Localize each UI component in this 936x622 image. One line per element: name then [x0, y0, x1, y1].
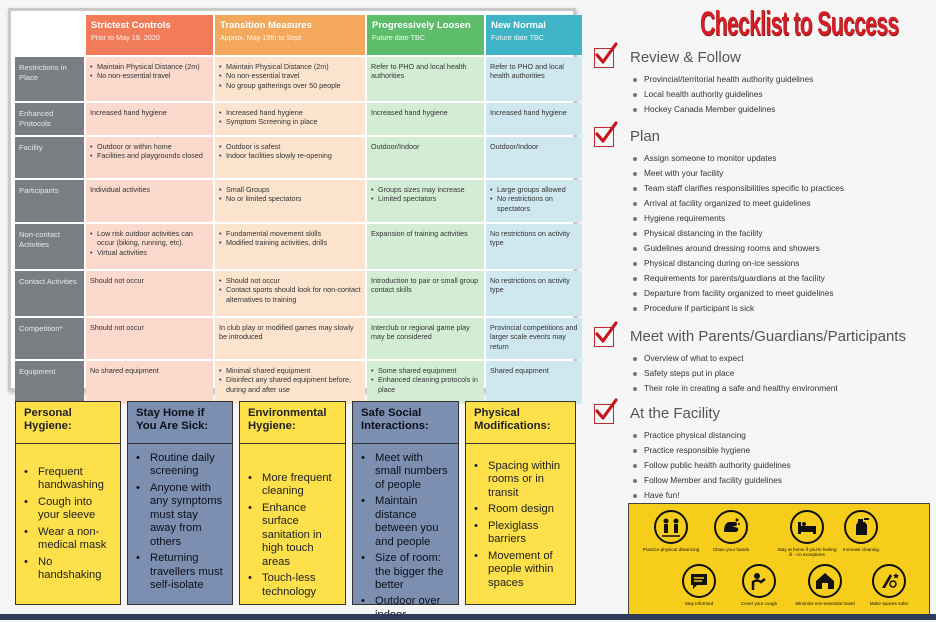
table-corner: [15, 15, 84, 55]
icon-label: Minimize non-essential travel: [795, 601, 855, 606]
cell-bullet: • No restrictions on spectators: [490, 194, 578, 213]
guideline-box: [465, 401, 576, 605]
cell-bullet: • Increased hand hygiene: [219, 108, 361, 117]
icon-tile: [831, 510, 891, 552]
checklist-item: Practice physical distancing: [632, 428, 930, 443]
table-cell: [86, 224, 213, 269]
cell-bullets: [219, 366, 361, 394]
cell-text: Shared equipment: [490, 366, 549, 375]
guideline-box-title: Personal Hygiene:: [16, 402, 120, 444]
table-cell: [215, 180, 365, 222]
guideline-item: • Outdoor over: [361, 595, 450, 622]
guideline-item: • Plexiglass barriers: [474, 520, 567, 547]
minimize-travel-icon: [808, 564, 842, 598]
checklist-item: Practice responsible hygiene: [632, 443, 930, 458]
checklist-item: Physical distancing during on-ice sessions: [632, 256, 930, 271]
stay-home-icon: [790, 510, 824, 544]
icon-label: Stay at home if you're feeling ill - no exceptions: [777, 547, 837, 558]
section-header: [594, 324, 930, 348]
cell-bullets: [219, 276, 361, 304]
checkbox-checked-icon: [594, 48, 614, 68]
icon-label: Stay informed: [684, 601, 714, 606]
cell-bullets: [219, 108, 361, 127]
checklist-item: Physical distancing in the facility: [632, 226, 930, 241]
guideline-item: • Touch-less technology: [248, 572, 337, 599]
table-cell: [86, 271, 213, 316]
table-cell: [215, 57, 365, 101]
cell-bullets: [490, 185, 578, 213]
checkbox-checked-icon: [594, 327, 614, 347]
cell-text: Provincial competitions and larger scale events may return: [490, 323, 578, 351]
phase-subtitle: Future date TBC: [372, 33, 426, 43]
icon-label: Make spaces safer: [869, 601, 909, 606]
table-cell: [486, 361, 582, 404]
table-cell: [486, 103, 582, 135]
checklist-section: [594, 324, 930, 396]
guideline-list: [128, 444, 232, 592]
guideline-box: [15, 401, 121, 605]
footer-bar: [0, 614, 936, 620]
phase-table: [8, 8, 578, 394]
icon-tile: [777, 510, 837, 558]
section-items: [632, 428, 930, 503]
cell-bullet: • Maintain Physical Distance (2m): [219, 62, 361, 71]
cell-bullet: • Fundamental movement skills: [219, 229, 361, 238]
section-header: [594, 401, 930, 425]
cell-bullets: [371, 366, 480, 394]
cell-text: Outdoor/Indoor: [371, 142, 420, 151]
cell-bullet: • Some shared equipment: [371, 366, 480, 375]
phase-header: [367, 15, 484, 55]
guideline-item: • Meet with small numbers of people: [361, 452, 450, 492]
checklist-item: Have fun!: [632, 488, 930, 503]
section-items: [632, 72, 930, 117]
guideline-item: • Cough into your sleeve: [24, 496, 112, 523]
cell-text: Increased hand hygiene: [90, 108, 167, 117]
table-cell: [367, 271, 484, 316]
section-title: Review & Follow: [630, 48, 741, 66]
checklist-item: Follow public health authority guidelines: [632, 458, 930, 473]
guideline-item: • Room design: [474, 503, 567, 516]
table-cell: [486, 57, 582, 101]
icon-tile: [795, 564, 855, 606]
icon-label: Cover your cough: [740, 601, 778, 606]
cell-bullet: • Symptom Screening in place: [219, 117, 361, 126]
checklist-section: [594, 401, 930, 503]
row-label: Participants: [15, 180, 84, 222]
guideline-item: • Anyone with any symptoms must stay away from others: [136, 482, 224, 549]
guideline-item: • Maintain distance between you and people: [361, 495, 450, 549]
cell-bullet: • Outdoor is safest: [219, 142, 361, 151]
cell-bullets: [90, 229, 209, 257]
guideline-box-title: Safe Social Interactions:: [353, 402, 458, 444]
physical-distancing-icon: [654, 510, 688, 544]
cell-bullet: • No non-essential travel: [90, 71, 209, 80]
section-title: Plan: [630, 127, 661, 145]
phase-header: [486, 15, 582, 55]
cell-bullet: • Modified training activities, drills: [219, 238, 361, 247]
phase-subtitle: Future date TBC: [491, 33, 545, 43]
stay-informed-icon: [682, 564, 716, 598]
guideline-box: [239, 401, 346, 605]
cell-text: Introduction to pair or small group contact skills: [371, 276, 479, 295]
cell-bullet: • Small Groups: [219, 185, 361, 194]
section-header: [594, 45, 930, 69]
cell-text: Increased hand hygiene: [490, 108, 567, 117]
phase-header: [86, 15, 213, 55]
cell-bullet: • Facilities and playgrounds closed: [90, 151, 209, 160]
table-cell: [86, 180, 213, 222]
phase-title: Transition Measures: [220, 20, 312, 31]
row-label: Equipment: [15, 361, 84, 404]
cell-bullets: [219, 185, 361, 204]
icon-tile: [859, 564, 919, 606]
table-cell: [367, 103, 484, 135]
checklist-item: Follow Member and facility guidelines: [632, 473, 930, 488]
row-label: Enhanced Protocols: [15, 103, 84, 135]
row-label: Contact Activities: [15, 271, 84, 316]
cleaning-icon: [844, 510, 878, 544]
cell-bullet: • Indoor facilities slowly re-opening: [219, 151, 361, 160]
checklist-item: Their role in creating a safe and healthy environment: [632, 381, 930, 396]
cell-text: In club play or modified games may slowly be introduced: [219, 323, 354, 342]
guideline-item: • Routine daily screening: [136, 452, 224, 479]
table-cell: [86, 318, 213, 359]
table-cell: [367, 361, 484, 404]
cell-bullet: • No group gatherings over 50 people: [219, 81, 361, 90]
table-cell: [215, 361, 365, 404]
cell-text: Refer to PHO and local health authorities: [490, 62, 564, 81]
guideline-list: [16, 444, 120, 583]
guideline-box-title: Physical Modifications:: [466, 402, 575, 444]
row-label: Restrictions in Place: [15, 57, 84, 101]
cell-bullet: • Virtual activities: [90, 248, 209, 257]
cell-bullet: • Contact sports should look for non-contact alternatives to training: [219, 285, 361, 304]
table-cell: [486, 271, 582, 316]
icon-panel: [628, 503, 930, 615]
checklist-item: Arrival at facility organized to meet guidelines: [632, 196, 930, 211]
guideline-list: [240, 444, 345, 599]
guideline-box: [352, 401, 459, 608]
checklist-item: Safety steps put in place: [632, 366, 930, 381]
cell-bullets: [90, 142, 209, 161]
cell-text: No shared equipment: [90, 366, 159, 375]
table-cell: [86, 361, 213, 404]
cell-bullet: • No or limited spectators: [219, 194, 361, 203]
section-title: At the Facility: [630, 404, 721, 422]
guideline-item: • No handshaking: [24, 556, 112, 583]
row-label: Non-contact Activities: [15, 224, 84, 269]
checklist-item: Assign someone to monitor updates: [632, 151, 930, 166]
checklist-section: [594, 124, 930, 316]
icon-label: Practice physical distancing: [642, 547, 700, 552]
table-cell: [367, 224, 484, 269]
table-cell: [215, 271, 365, 316]
row-label: Facility: [15, 137, 84, 178]
cell-bullet: • Should not occur: [219, 276, 361, 285]
icon-tile: [729, 564, 789, 606]
table-cell: [215, 224, 365, 269]
cell-bullets: [371, 185, 480, 204]
cell-bullet: • Minimal shared equipment: [219, 366, 361, 375]
cell-bullets: [219, 142, 361, 161]
cell-bullet: • Large groups allowed: [490, 185, 578, 194]
cell-bullet: • Limited spectators: [371, 194, 480, 203]
table-cell: [215, 137, 365, 178]
cell-text: No restrictions on activity type: [490, 276, 570, 295]
table-cell: [486, 318, 582, 359]
guideline-list: [353, 444, 458, 622]
guideline-list: [466, 444, 575, 590]
section-items: [632, 151, 930, 316]
table-cell: [86, 57, 213, 101]
guideline-item: • Movement of people within spaces: [474, 550, 567, 590]
checklist-item: Provincial/territorial health authority guidelines: [632, 72, 930, 87]
checklist-item: Requirements for parents/guardians at the facility: [632, 271, 930, 286]
checklist-item: Meet with your facility: [632, 166, 930, 181]
guideline-box-title: Environmental Hygiene:: [240, 402, 345, 444]
table-cell: [86, 103, 213, 135]
checklist-item: Procedure if participant is sick: [632, 301, 930, 316]
phase-grid: [15, 15, 578, 394]
safe-spaces-icon: [872, 564, 906, 598]
table-cell: [215, 318, 365, 359]
guideline-item: • Frequent handwashing: [24, 466, 112, 493]
cell-text: Refer to PHO and local health authorities: [371, 62, 467, 81]
guideline-item: • Spacing within rooms or in transit: [474, 460, 567, 500]
table-cell: [486, 224, 582, 269]
cell-bullet: • Groups sizes may increase: [371, 185, 480, 194]
table-cell: [367, 137, 484, 178]
checklist-section: [594, 45, 930, 117]
checklist-item: Hygiene requirements: [632, 211, 930, 226]
checkbox-checked-icon: [594, 404, 614, 424]
guideline-box-title: Stay Home if You Are Sick:: [128, 402, 232, 444]
icon-tile: [701, 510, 761, 552]
checklist-item: Hockey Canada Member guidelines: [632, 102, 930, 117]
guideline-item: • Returning travellers must self-isolate: [136, 552, 224, 592]
cell-bullet: • Low risk outdoor activities can occur (biking, running, etc).: [90, 229, 209, 248]
section-title: Meet with Parents/Guardians/Participants: [630, 327, 906, 345]
cell-text: Should not occur: [90, 323, 144, 332]
cell-text: Expansion of training activities: [371, 229, 468, 238]
cell-text: Individual activities: [90, 185, 150, 194]
cell-text: Increased hand hygiene: [371, 108, 448, 117]
guideline-item: • Size of room: the bigger the better: [361, 552, 450, 592]
checklist-item: Overview of what to expect: [632, 351, 930, 366]
checklist-item: Team staff clarifies responsibilities specific to practices: [632, 181, 930, 196]
phase-title: New Normal: [491, 20, 546, 31]
cell-bullet: • Disinfect any shared equipment before, during and after use: [219, 375, 361, 394]
cell-bullet: • Outdoor or within home: [90, 142, 209, 151]
cell-bullets: [219, 229, 361, 248]
table-cell: [367, 318, 484, 359]
guideline-item: • More frequent cleaning: [248, 472, 337, 499]
checklist-item: Local health authority guidelines: [632, 87, 930, 102]
section-items: [632, 351, 930, 396]
cell-bullets: [219, 62, 361, 90]
checklist-item: Departure from facility organized to meet guidelines: [632, 286, 930, 301]
phase-subtitle: Prior to May 19, 2020: [91, 33, 160, 43]
guideline-item: • Wear a non-medical mask: [24, 526, 112, 553]
cell-bullet: • Enhanced cleaning protocols in place: [371, 375, 480, 394]
row-label: Competition*: [15, 318, 84, 359]
icon-tile: [669, 564, 729, 606]
clean-hands-icon: [714, 510, 748, 544]
icon-label: Clean your hands: [712, 547, 749, 552]
table-cell: [86, 137, 213, 178]
table-cell: [367, 57, 484, 101]
phase-title: Strictest Controls: [91, 20, 171, 31]
checklist-title: Checklist to Success: [700, 5, 899, 43]
cell-text: Should not occur: [90, 276, 144, 285]
table-cell: [367, 180, 484, 222]
guideline-box: [127, 401, 233, 605]
phase-title: Progressively Loosen: [372, 20, 471, 31]
checklist-item: Guidelines around dressing rooms and showers: [632, 241, 930, 256]
cell-text: No restrictions on activity type: [490, 229, 570, 248]
icon-tile: [641, 510, 701, 552]
cover-cough-icon: [742, 564, 776, 598]
phase-header: [215, 15, 365, 55]
guideline-item: • Enhance surface sanitation in high touch areas: [248, 502, 337, 569]
cell-bullets: [90, 62, 209, 81]
cell-bullet: • Maintain Physical Distance (2m): [90, 62, 209, 71]
table-cell: [486, 137, 582, 178]
checkbox-checked-icon: [594, 127, 614, 147]
icon-label: Increase cleaning: [842, 547, 879, 552]
cell-text: Interclub or regional game play may be considered: [371, 323, 470, 342]
section-header: [594, 124, 930, 148]
table-cell: [215, 103, 365, 135]
phase-subtitle: Approx. May 19th to Sept: [220, 33, 302, 43]
table-cell: [486, 180, 582, 222]
cell-bullet: • No non-essential travel: [219, 71, 361, 80]
cell-text: Outdoor/Indoor: [490, 142, 539, 151]
